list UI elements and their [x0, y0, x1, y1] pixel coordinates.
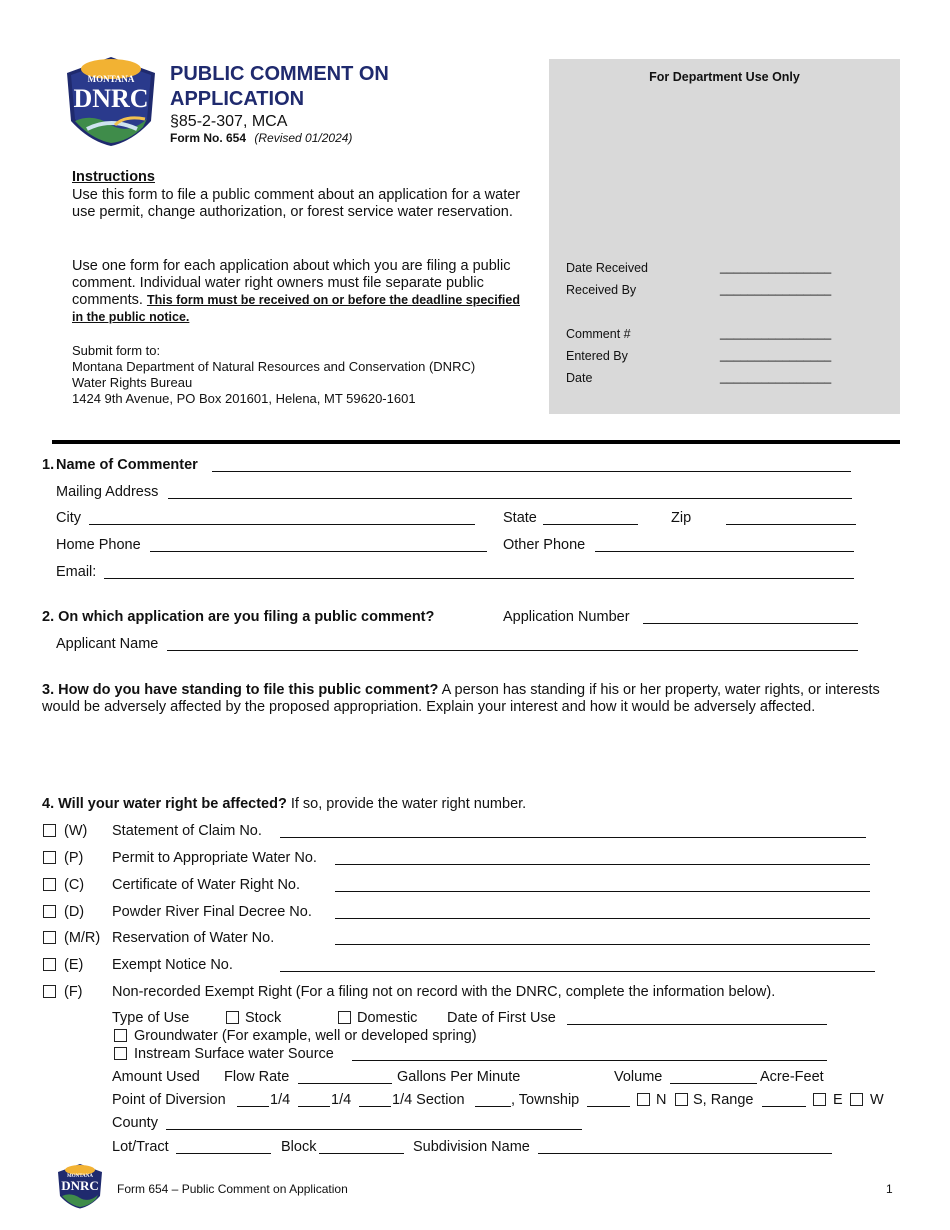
checkbox-p[interactable]: [43, 851, 56, 864]
east-label: E: [833, 1092, 843, 1108]
type-of-use-label: Type of Use: [112, 1010, 190, 1026]
dnrc-logo: [63, 55, 159, 147]
department-use-box: [549, 59, 900, 414]
checkbox-stock[interactable]: [226, 1011, 239, 1024]
s3-block: [42, 682, 892, 716]
pod-quarter3-field[interactable]: [359, 1106, 391, 1107]
label-p: Permit to Appropriate Water No.: [112, 850, 317, 866]
logo-top-text: MONTANA: [87, 74, 135, 84]
volume-label: Volume: [614, 1069, 663, 1085]
submit-label: Submit form to:: [72, 343, 161, 358]
groundwater-label: Groundwater (For example, well or developed spring): [134, 1028, 477, 1044]
applicant-name-field[interactable]: [167, 650, 858, 651]
checkbox-north[interactable]: [637, 1093, 650, 1106]
code-e: (E): [64, 957, 84, 973]
certificate-field[interactable]: [335, 891, 870, 892]
acre-feet-label: Acre-Feet: [760, 1069, 824, 1085]
label-e: Exempt Notice No.: [112, 957, 233, 973]
amount-used-label: Amount Used: [112, 1069, 200, 1085]
checkbox-mr[interactable]: [43, 931, 56, 944]
section-divider: [52, 440, 900, 444]
dept-received-by: Received By: [566, 283, 637, 297]
home-phone-field[interactable]: [150, 551, 487, 552]
domestic-label: Domestic: [357, 1010, 418, 1026]
date-first-use-field[interactable]: [567, 1024, 827, 1025]
s2-app-number-label: Application Number: [503, 609, 630, 625]
s4-text: If so, provide the water right number.: [290, 796, 527, 812]
pod-range-field[interactable]: [762, 1106, 806, 1107]
county-field[interactable]: [166, 1129, 582, 1130]
instream-label: Instream Surface water Source: [134, 1046, 334, 1062]
statute: §85-2-307, MCA: [170, 113, 288, 130]
s1-other-phone-label: Other Phone: [503, 537, 586, 553]
pod-quarter2-label: 1/4: [331, 1092, 352, 1108]
form-number: Form No. 654: [170, 131, 247, 145]
zip-field[interactable]: [726, 524, 856, 525]
permit-field[interactable]: [335, 864, 870, 865]
pod-label: Point of Diversion: [112, 1092, 226, 1108]
south-range-label: S, Range: [693, 1092, 754, 1108]
checkbox-e[interactable]: [43, 958, 56, 971]
s4-question: 4. Will your water right be affected?: [42, 796, 287, 812]
s3-text: A person has standing if his or her property, water rights, or interests would be adversely affected by the proposed appropriation. Explain your interest and how it would be adversely affected.: [42, 682, 880, 715]
standing-explanation-area[interactable]: [42, 738, 892, 788]
instructions-p1: Use this form to file a public comment about an application for a water use permit, change authorization, or forest service water reservation.: [72, 187, 521, 220]
city-field[interactable]: [89, 524, 475, 525]
s1-city-label: City: [56, 510, 81, 526]
checkbox-south[interactable]: [675, 1093, 688, 1106]
dept-comment-no-blank[interactable]: ________________: [720, 326, 832, 340]
dept-entered-by-blank[interactable]: ________________: [720, 348, 832, 362]
s1-home-phone-label: Home Phone: [56, 537, 141, 553]
dept-received-by-blank[interactable]: ________________: [720, 282, 832, 296]
pod-township-field[interactable]: [587, 1106, 630, 1107]
pod-section-field[interactable]: [475, 1106, 511, 1107]
block-field[interactable]: [319, 1153, 404, 1154]
north-label: N: [656, 1092, 667, 1108]
checkbox-groundwater[interactable]: [114, 1029, 127, 1042]
revised-date: (Revised 01/2024): [254, 131, 353, 145]
label-c: Certificate of Water Right No.: [112, 877, 301, 893]
checkbox-f[interactable]: [43, 985, 56, 998]
pod-quarter2-field[interactable]: [298, 1106, 330, 1107]
pod-quarter1-field[interactable]: [237, 1106, 269, 1107]
lot-tract-field[interactable]: [176, 1153, 271, 1154]
other-phone-field[interactable]: [595, 551, 854, 552]
form-title-line1: PUBLIC COMMENT ON: [170, 63, 389, 85]
label-f: Non-recorded Exempt Right (For a filing not on record with the DNRC, complete the information below).: [112, 984, 776, 1000]
subdivision-field[interactable]: [538, 1153, 832, 1154]
footer-logo: [56, 1163, 104, 1209]
email-field[interactable]: [104, 578, 854, 579]
dept-comment-no: Comment #: [566, 327, 631, 341]
lot-tract-label: Lot/Tract: [112, 1139, 169, 1155]
instructions-heading: Instructions: [72, 169, 155, 185]
dept-date-received: Date Received: [566, 261, 648, 275]
dept-date-blank[interactable]: ________________: [720, 370, 832, 384]
west-label: W: [870, 1092, 884, 1108]
dept-date-received-blank[interactable]: ________________: [720, 260, 832, 274]
block-label: Block: [281, 1139, 317, 1155]
application-number-field[interactable]: [643, 623, 858, 624]
footer-text: Form 654 – Public Comment on Application: [117, 1182, 348, 1196]
checkbox-west[interactable]: [850, 1093, 863, 1106]
checkbox-instream[interactable]: [114, 1047, 127, 1060]
flow-rate-field[interactable]: [298, 1083, 392, 1084]
s1-number: 1.: [42, 457, 55, 473]
s2-applicant-label: Applicant Name: [56, 636, 159, 652]
instream-source-field[interactable]: [352, 1060, 827, 1061]
dept-title: For Department Use Only: [649, 70, 800, 84]
footer-logo-top-text: MONTANA: [66, 1174, 94, 1179]
s3-question: 3. How do you have standing to file this public comment?: [42, 682, 439, 698]
state-field[interactable]: [543, 524, 638, 525]
s1-mailing-label: Mailing Address: [56, 484, 159, 500]
county-label: County: [112, 1115, 158, 1131]
code-mr: (M/R): [64, 930, 101, 946]
s1-zip-label: Zip: [671, 510, 692, 526]
volume-field[interactable]: [670, 1083, 757, 1084]
instructions-p2: [72, 258, 522, 326]
label-w: Statement of Claim No.: [112, 823, 262, 839]
checkbox-d[interactable]: [43, 905, 56, 918]
code-f: (F): [64, 984, 83, 1000]
s1-state-label: State: [503, 510, 537, 526]
footer-logo-text: DNRC: [61, 1178, 99, 1193]
logo-main-text: DNRC: [73, 84, 149, 113]
pod-section-label: 1/4 Section: [392, 1092, 465, 1108]
deadline-note: This form must be received on or before the deadline specified in the public notice.: [72, 293, 520, 324]
exempt-notice-field[interactable]: [280, 971, 875, 972]
powder-river-field[interactable]: [335, 918, 870, 919]
subdivision-label: Subdivision Name: [413, 1139, 530, 1155]
page-number: 1: [886, 1182, 893, 1196]
pod-township-label: , Township: [511, 1092, 580, 1108]
instructions-p2-text: Use one form for each application about which you are filing a public comment. Individual water right owners must file separate public comments.: [72, 258, 511, 308]
flow-rate-label: Flow Rate: [224, 1069, 290, 1085]
checkbox-east[interactable]: [813, 1093, 826, 1106]
checkbox-w[interactable]: [43, 824, 56, 837]
label-mr: Reservation of Water No.: [112, 930, 275, 946]
submit-line1: Montana Department of Natural Resources and Conservation (DNRC): [72, 359, 476, 374]
s2-question: 2. On which application are you filing a public comment?: [42, 609, 435, 625]
code-c: (C): [64, 877, 85, 893]
submit-line2: Water Rights Bureau: [72, 375, 193, 390]
label-d: Powder River Final Decree No.: [112, 904, 312, 920]
dept-entered-by: Entered By: [566, 349, 628, 363]
checkbox-domestic[interactable]: [338, 1011, 351, 1024]
commenter-name-field[interactable]: [212, 471, 851, 472]
gpm-label: Gallons Per Minute: [397, 1069, 521, 1085]
s1-email-label: Email:: [56, 564, 97, 580]
code-w: (W): [64, 823, 88, 839]
submit-line3: 1424 9th Avenue, PO Box 201601, Helena, MT 59620-1601: [72, 391, 416, 406]
form-title-line2: APPLICATION: [170, 88, 305, 110]
form-number-line: [170, 131, 352, 145]
date-first-use-label: Date of First Use: [447, 1010, 556, 1026]
stock-label: Stock: [245, 1010, 282, 1026]
s4-heading: [42, 796, 526, 812]
statement-of-claim-field[interactable]: [280, 837, 866, 838]
pod-quarter1-label: 1/4: [270, 1092, 291, 1108]
code-p: (P): [64, 850, 84, 866]
mailing-address-field[interactable]: [168, 498, 852, 499]
code-d: (D): [64, 904, 85, 920]
dept-date: Date: [566, 371, 593, 385]
reservation-field[interactable]: [335, 944, 870, 945]
s1-name-label: Name of Commenter: [56, 457, 198, 473]
checkbox-c[interactable]: [43, 878, 56, 891]
